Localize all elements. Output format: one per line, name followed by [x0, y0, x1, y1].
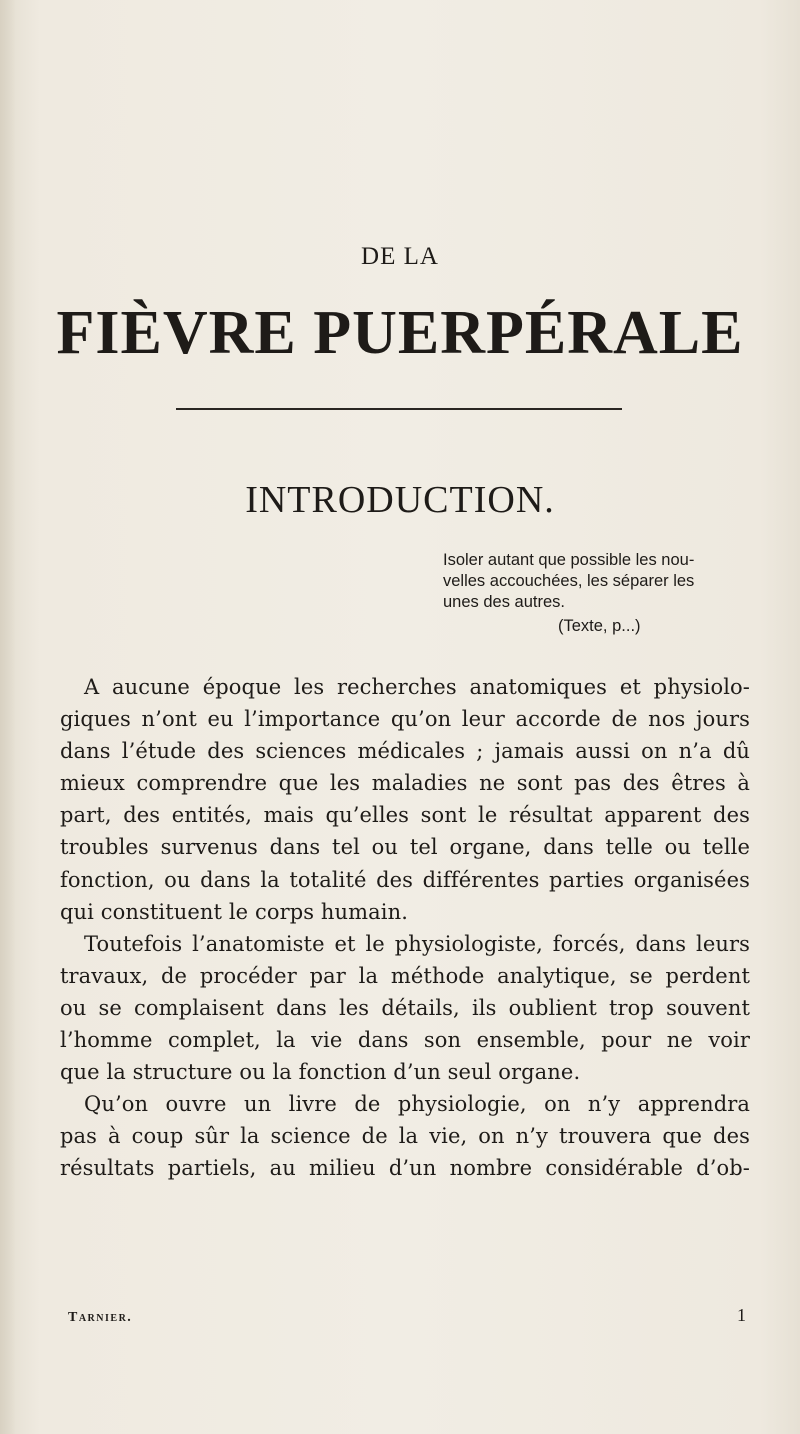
- page-footer: [68, 1305, 746, 1329]
- body-line: dans l’étude des sciences médicales ; jamais aussi on n’a dû: [60, 739, 750, 764]
- epigraph: [443, 550, 763, 639]
- body-line: A aucune époque les recherches anatomiques et physiolo-: [84, 675, 750, 699]
- body-line: fonction, ou dans la totalité des différentes parties organisées: [60, 867, 750, 892]
- printer-signature: Tarnier.: [68, 1310, 133, 1325]
- epigraph-line: velles accouchées, les séparer les: [443, 572, 695, 590]
- body-line: troubles survenus dans tel ou tel organe, dans telle ou telle: [60, 835, 750, 860]
- body-line: que la structure ou la fonction d’un seul organe.: [60, 1060, 581, 1085]
- body-line: qui constituent le corps humain.: [60, 899, 409, 924]
- body-line: Toutefois l’anatomiste et le physiologiste, forcés, dans leurs: [84, 931, 750, 956]
- body-line: travaux, de procéder par la méthode analytique, se perdent: [60, 963, 750, 988]
- body-line: giques n’ont eu l’importance qu’on leur accorde de nos jours: [60, 707, 750, 732]
- body-line: ou se complaisent dans les détails, ils oublient trop souvent: [60, 995, 750, 1020]
- epigraph-line: unes des autres.: [443, 593, 565, 611]
- body-line: mieux comprendre que les maladies ne sont pas des êtres à: [60, 771, 750, 796]
- body-line: résultats partiels, au milieu d’un nombre considérable d’ob-: [60, 1156, 750, 1181]
- epigraph-source: (Texte, p...): [558, 617, 641, 635]
- body-text: [60, 671, 750, 1185]
- body-line: l’homme complet, la vie dans son ensemble, pour ne voir: [60, 1028, 750, 1053]
- section-heading: INTRODUCTION.: [245, 479, 555, 521]
- epigraph-line: Isoler autant que possible les nou-: [443, 551, 695, 569]
- body-line: part, des entités, mais qu’elles sont le résultat apparent des: [60, 803, 750, 828]
- title-rule-divider: [176, 408, 622, 410]
- body-line: Qu’on ouvre un livre de physiologie, on n’y apprendra: [84, 1092, 750, 1117]
- page-title: FIÈVRE PUERPÉRALE: [56, 299, 744, 367]
- page-edge-shadow: [0, 0, 16, 1434]
- supertitle: DE LA: [361, 243, 439, 270]
- body-line: pas à coup sûr la science de la vie, on n’y trouvera que des: [60, 1124, 750, 1149]
- page-number: 1: [737, 1305, 746, 1325]
